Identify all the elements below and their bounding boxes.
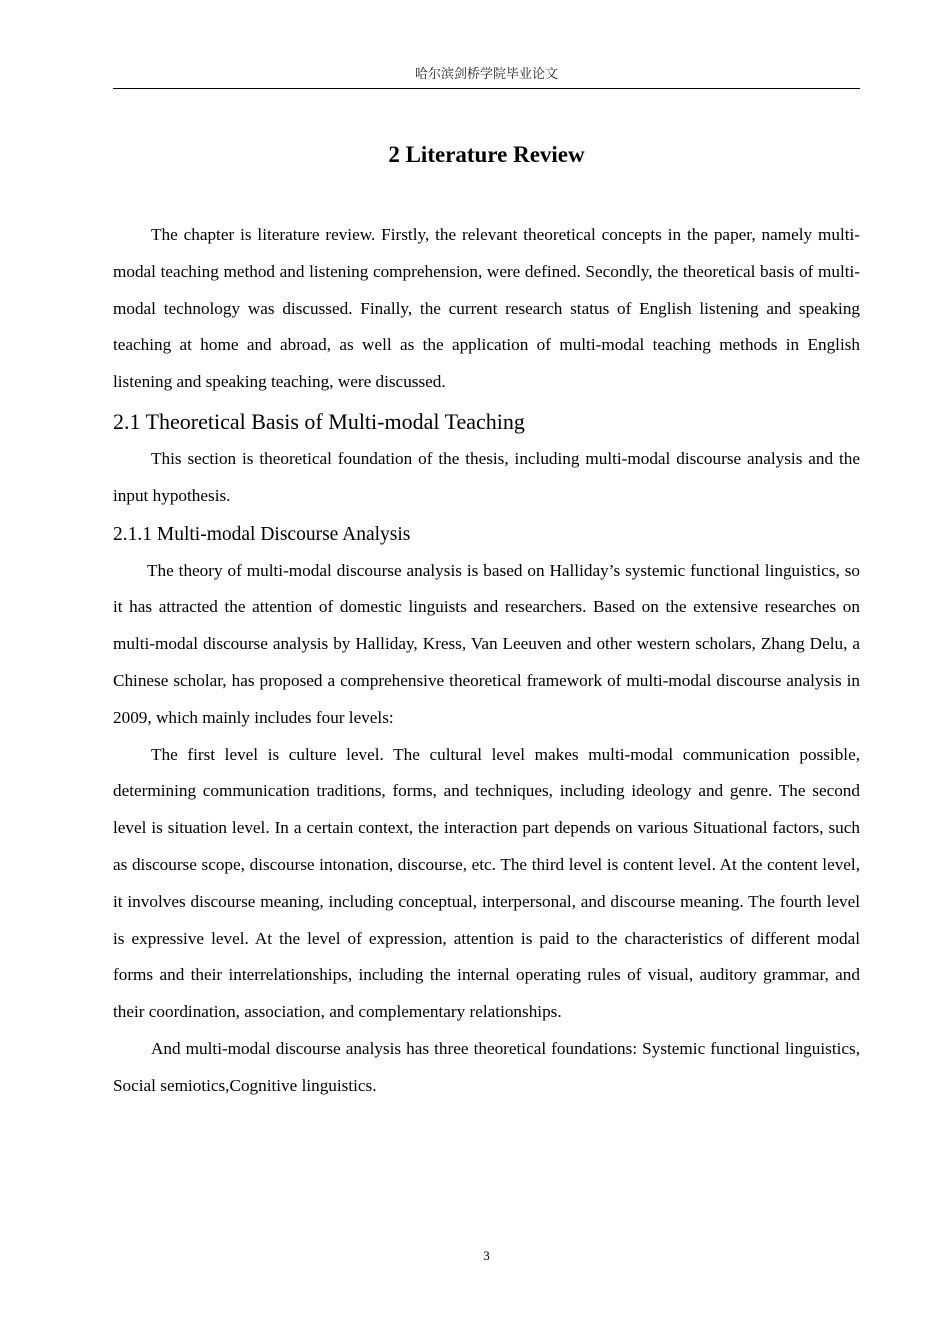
header-divider <box>113 88 860 89</box>
section-2-1-paragraph: This section is theoretical foundation of the thesis, including multi-modal discourse analysis and the input hypothesis. <box>113 448 860 505</box>
running-header: 哈尔滨剑桥学院毕业论文 <box>414 67 558 82</box>
body-content <box>113 217 860 1105</box>
section-heading-2-1-1: 2.1.1 Multi-modal Discourse Analysis <box>113 523 411 545</box>
section-2-1-1-paragraph-2: The first level is culture level. The cultural level makes multi-modal communication possible, determining communication traditions, forms, and techniques, including ideology and genre. The second level is situation level. In a certain context, the interaction part depends on various Situational factors, such as discourse scope, discourse intonation, discourse, etc. The third level is content level. At the content level, it involves discourse meaning, including conceptual, interpersonal, and discourse meaning. The fourth level is expressive level. At the level of expression, attention is paid to the characteristics of different modal forms and their interrelationships, including the internal operating rules of visual, auditory grammar, and their coordination, association, and complementary relationships. <box>113 744 860 1022</box>
chapter-title: 2 Literature Review <box>388 142 585 168</box>
intro-paragraph: The chapter is literature review. Firstly, the relevant theoretical concepts in the paper, namely multi-modal teaching method and listening comprehension, were defined. Secondly, the theoretical basis of multi-modal technology was discussed. Finally, the current research status of English listening and speaking teaching at home and abroad, as well as the application of multi-modal teaching methods in English listening and speaking teaching, were discussed. <box>113 225 860 392</box>
page-number: 3 <box>483 1248 490 1263</box>
section-2-1-1-paragraph-1: The theory of multi-modal discourse analysis is based on Halliday’s systemic functional linguistics, so it has attracted the attention of domestic linguists and researchers. Based on the extensive researches on multi-modal discourse analysis by Halliday, Kress, Van Leeuven and other western scholars, Zhang Delu, a Chinese scholar, has proposed a comprehensive theoretical framework of multi-modal discourse analysis in 2009, which mainly includes four levels: <box>113 560 860 727</box>
section-2-1-1-paragraph-3: And multi-modal discourse analysis has three theoretical foundations: Systemic functional linguistics, Social semiotics,Cognitive linguistics. <box>113 1038 860 1095</box>
section-heading-2-1: 2.1 Theoretical Basis of Multi-modal Teaching <box>113 408 525 434</box>
